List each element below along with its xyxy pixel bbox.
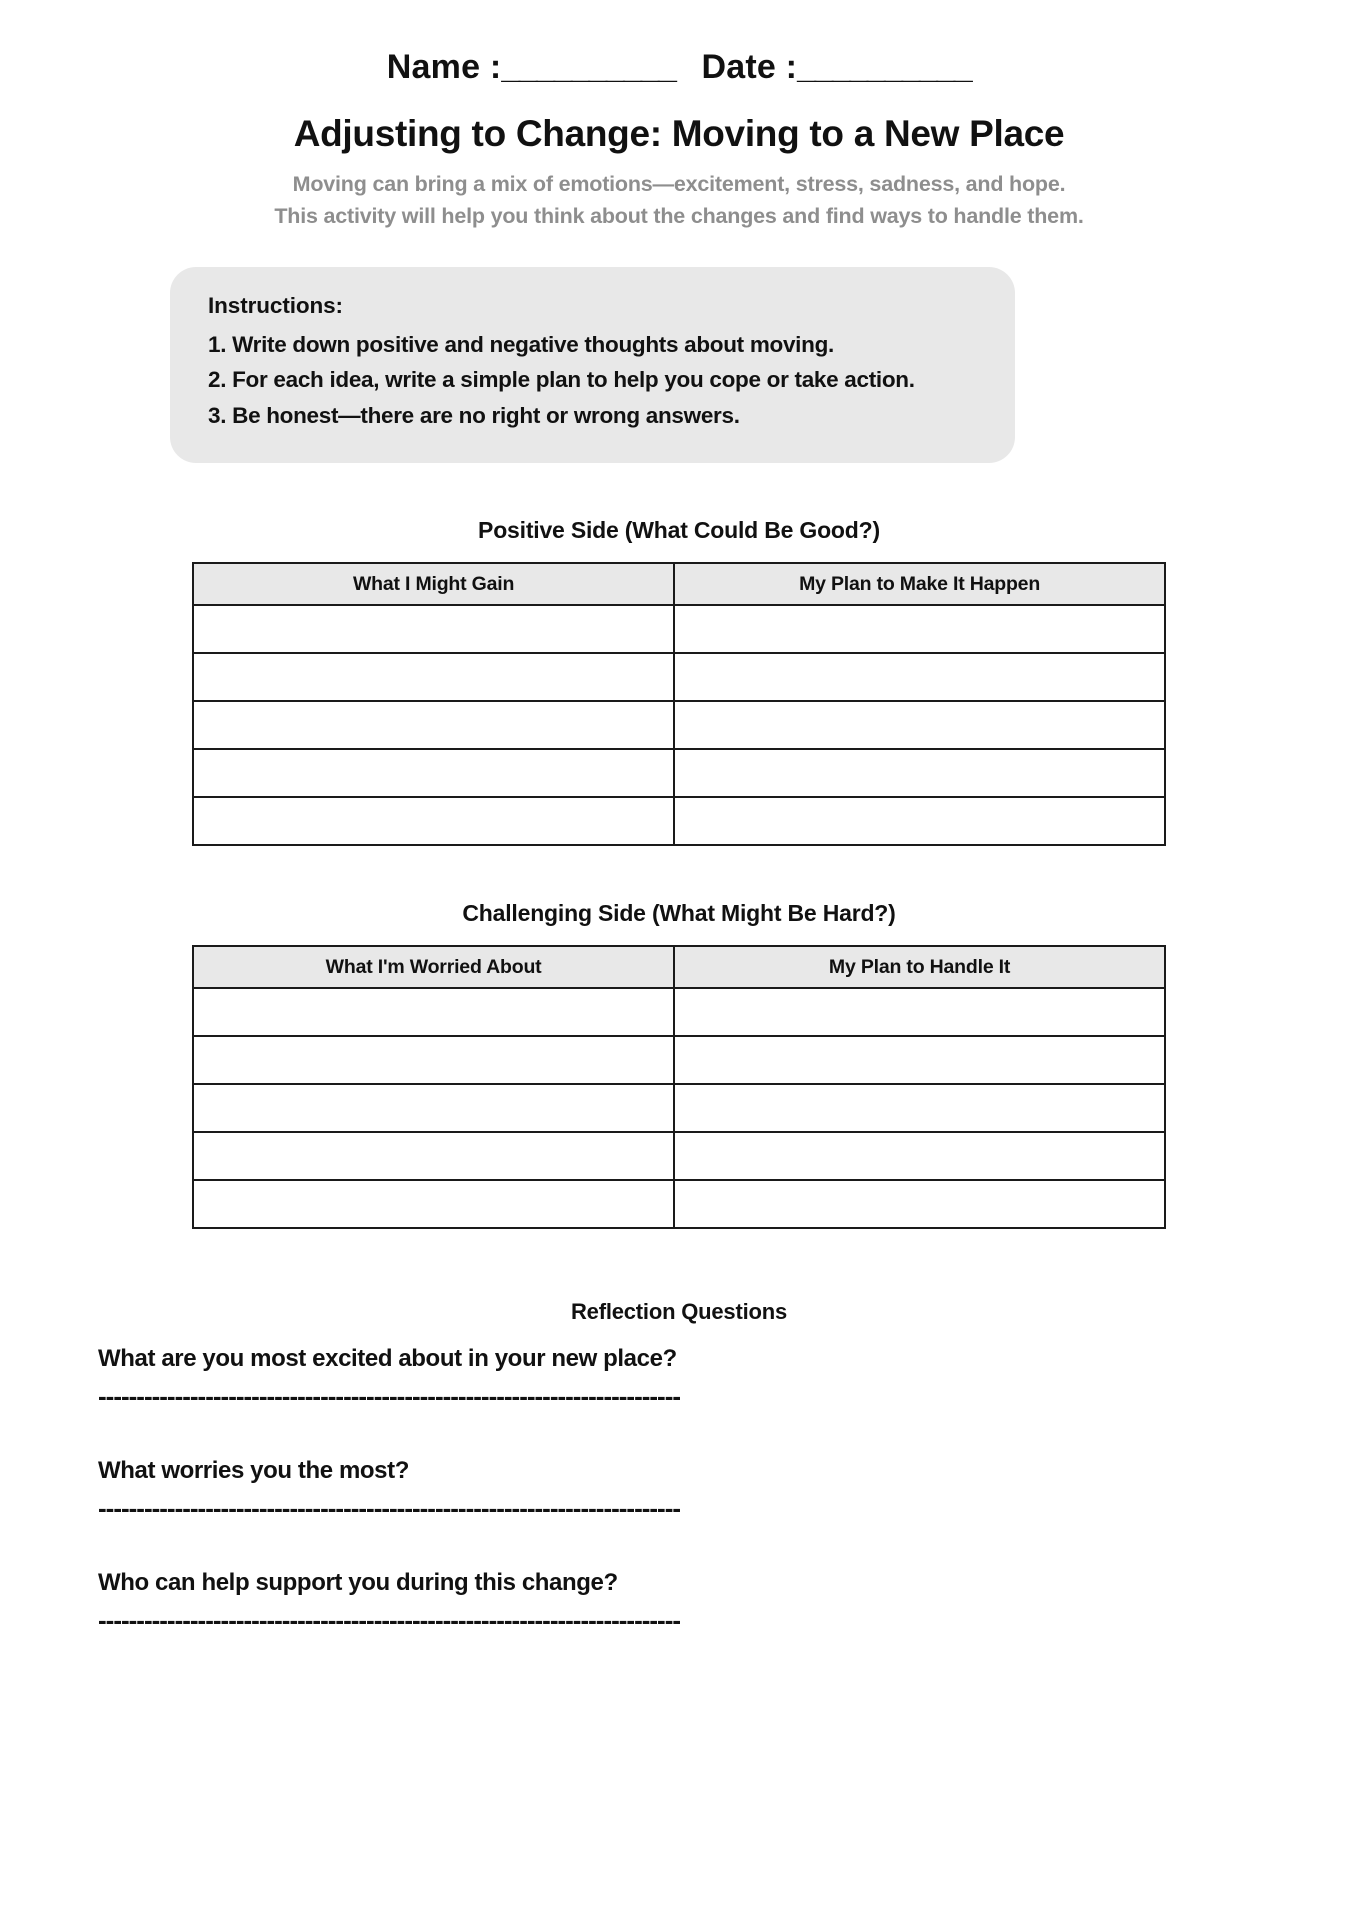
reflection-question-block: [70, 1345, 1288, 1413]
plan-cell[interactable]: [674, 701, 1165, 749]
worry-cell[interactable]: [193, 1132, 674, 1180]
positive-section-title: Positive Side (What Could Be Good?): [478, 517, 880, 544]
handle-plan-cell[interactable]: [674, 1036, 1165, 1084]
column-header-plan: My Plan to Make It Happen: [674, 563, 1165, 605]
instructions-panel: [170, 267, 1015, 464]
subtitle-line-2: This activity will help you think about the changes and find ways to handle them.: [274, 203, 1084, 228]
worry-cell[interactable]: [193, 988, 674, 1036]
answer-line-2[interactable]: ----------------------------------------------------------------------------: [98, 1493, 681, 1524]
gain-cell[interactable]: [193, 605, 674, 653]
name-label: Name :: [386, 48, 502, 86]
table-row: [193, 797, 1165, 845]
worry-cell[interactable]: [193, 1180, 674, 1228]
challenging-section-title: Challenging Side (What Might Be Hard?): [462, 900, 896, 927]
name-date-row: [70, 0, 1288, 87]
instruction-step-2: 2. For each idea, write a simple plan to help you cope or take action.: [208, 367, 915, 393]
table-row: [193, 605, 1165, 653]
subtitle-line-1: Moving can bring a mix of emotions—excitement, stress, sadness, and hope.: [292, 172, 1066, 196]
instruction-step-1: 1. Write down positive and negative thoughts about moving.: [208, 331, 834, 357]
handle-plan-cell[interactable]: [674, 988, 1165, 1036]
table-header-row: [193, 946, 1165, 988]
gain-cell[interactable]: [193, 701, 674, 749]
column-header-gain: What I Might Gain: [193, 563, 674, 605]
reflection-question-block: [70, 1457, 1288, 1525]
positive-side-table: [192, 562, 1166, 846]
plan-cell[interactable]: [674, 797, 1165, 845]
page-subtitle: [70, 169, 1288, 233]
column-header-handle-plan: My Plan to Handle It: [674, 946, 1165, 988]
column-header-worry: What I'm Worried About: [193, 946, 674, 988]
reflection-question-1: What are you most excited about in your new place?: [98, 1345, 677, 1373]
reflection-question-3: Who can help support you during this change?: [98, 1569, 618, 1597]
instructions-heading: Instructions:: [208, 292, 343, 318]
table-row: [193, 1084, 1165, 1132]
handle-plan-cell[interactable]: [674, 1084, 1165, 1132]
reflection-section-title: Reflection Questions: [570, 1299, 788, 1325]
table-row: [193, 1132, 1165, 1180]
gain-cell[interactable]: [193, 749, 674, 797]
worry-cell[interactable]: [193, 1036, 674, 1084]
handle-plan-cell[interactable]: [674, 1180, 1165, 1228]
answer-line-1[interactable]: ----------------------------------------------------------------------------: [98, 1381, 681, 1412]
plan-cell[interactable]: [674, 605, 1165, 653]
table-row: [193, 701, 1165, 749]
challenging-side-table: [192, 945, 1166, 1229]
table-row: [193, 653, 1165, 701]
handle-plan-cell[interactable]: [674, 1132, 1165, 1180]
plan-cell[interactable]: [674, 653, 1165, 701]
date-blank-line[interactable]: __________: [797, 48, 972, 86]
table-row: [193, 1180, 1165, 1228]
gain-cell[interactable]: [193, 797, 674, 845]
page-title: Adjusting to Change: Moving to a New Place: [293, 113, 1065, 154]
reflection-question-block: [70, 1569, 1288, 1637]
worry-cell[interactable]: [193, 1084, 674, 1132]
table-header-row: [193, 563, 1165, 605]
gain-cell[interactable]: [193, 653, 674, 701]
table-row: [193, 1036, 1165, 1084]
table-row: [193, 988, 1165, 1036]
instruction-step-3: 3. Be honest—there are no right or wrong answers.: [208, 402, 740, 428]
plan-cell[interactable]: [674, 749, 1165, 797]
answer-line-3[interactable]: ----------------------------------------------------------------------------: [98, 1605, 681, 1636]
name-blank-line[interactable]: __________: [501, 48, 676, 86]
table-row: [193, 749, 1165, 797]
date-label: Date :: [701, 48, 798, 86]
reflection-question-2: What worries you the most?: [98, 1457, 409, 1485]
